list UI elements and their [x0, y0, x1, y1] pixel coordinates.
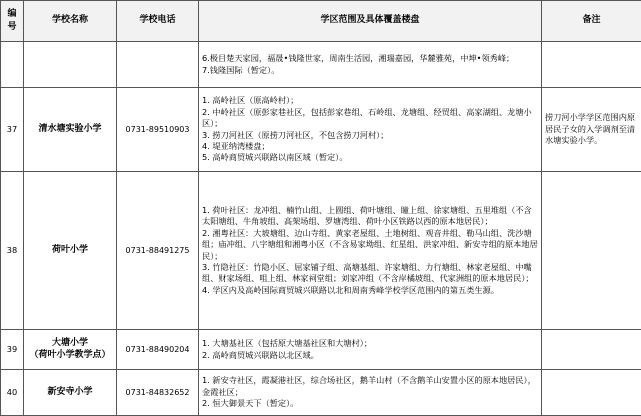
row-note	[542, 42, 641, 88]
row-number	[1, 42, 24, 88]
range-line: 1. 新安寺社区，霞凝港社区，综合场社区，鹅羊山村（不含鹅羊山安置小区的原本地居民），金霞社区；	[202, 375, 538, 398]
row-note	[542, 330, 641, 370]
row-number: 38	[1, 172, 24, 330]
row-school-name	[24, 42, 117, 88]
row-school-phone: 0731-88491275	[117, 172, 199, 330]
table-row	[1, 88, 641, 172]
table-row	[1, 330, 641, 370]
row-district-range	[199, 172, 542, 330]
range-line: 4. 学区内及高岭国际商贸城兴联路以北和周南秀峰学校学区范围内的第五类生源。	[202, 285, 538, 296]
row-note: 捞刀河小学学区范围内原居民子女的入学调剂至清水塘实验小学。	[542, 88, 641, 172]
row-district-range	[199, 330, 542, 370]
row-number: 37	[1, 88, 24, 172]
row-school-phone: 0731-89510903	[117, 88, 199, 172]
row-district-range	[199, 370, 542, 416]
header-district-range: 学区范围及具体覆盖楼盘	[199, 1, 542, 42]
range-line: 4. 堤亚纳湾楼盘；	[202, 141, 538, 152]
row-district-range	[199, 42, 542, 88]
row-number: 40	[1, 370, 24, 416]
row-school-name: 清水塘实验小学	[24, 88, 117, 172]
row-school-phone: 0731-84832652	[117, 370, 199, 416]
row-school-name: 新安寺小学	[24, 370, 117, 416]
range-line: 5. 高岭商贸城兴联路以南区域（暂定）。	[202, 152, 538, 163]
range-line: 3. 捞刀河社区（原捞刀河社区，不包含捞刀河村）；	[202, 130, 538, 141]
range-line: 2. 高岭商贸城兴联路以北区域。	[202, 350, 538, 361]
table-row	[1, 370, 641, 416]
row-note	[542, 370, 641, 416]
table-row	[1, 42, 641, 88]
range-line: 1. 大塘基社区（包括原大塘基社区和大塘村）；	[202, 338, 538, 349]
row-school-phone	[117, 42, 199, 88]
range-line: 2. 湘粤社区：大坡塘组、边山寺组、黄家老屋组、土地树组、观音井组、勒马山组、洗沙塘组；庙冲组、八字塘组和湘粤小区（不含易家坳组、红星组、洪家冲组、新安寺组的原本地居民）；	[202, 228, 538, 262]
range-line: 1. 荷叶社区：龙冲组、楠竹山组、上圆组、荷叶塘组、瞳上组、徐家塘组、五里堆组（不含太阳塘组、牛角坡组、高架场组、罗塘湾组、荷叶小区铁路以西的原本地居民）；	[202, 205, 538, 228]
header-number: 编 号	[1, 1, 24, 42]
range-line: 6.极目楚天家园，福晟•钱隆世家，周南生活园，湘瑞嘉园，华麓雅苑，中坤•领秀峰；	[202, 53, 538, 64]
header-school-name: 学校名称	[24, 1, 117, 42]
table-row	[1, 172, 641, 330]
row-school-phone: 0731-88490204	[117, 330, 199, 370]
header-note: 备注	[542, 1, 641, 42]
row-school-name: 荷叶小学	[24, 172, 117, 330]
range-line: 2. 恒大御景天下（暂定）。	[202, 398, 538, 409]
header-row	[1, 1, 641, 42]
row-school-name	[24, 330, 117, 370]
range-line: 1. 高岭社区（原高岭村）；	[202, 95, 538, 106]
range-line: 3. 竹隐社区：竹隐小区、屈家铺子组、高塘基组、许家塘组、力行塘组、林家老屋组、中嘴组、财家场组、咀上组、林家祠堂组；刘家冲组（不含岸橘坡组、代家洲组的原本地居民）；	[202, 262, 538, 285]
school-name-text: 大塘小学 （荷叶小学教学点）	[29, 338, 110, 359]
header-school-phone: 学校电话	[117, 1, 199, 42]
row-number: 39	[1, 330, 24, 370]
range-line: 2. 中岭社区（原彭家巷社区，包括彭家巷组、石岭组、龙塘组、经贸组、高家湖组、龙塘小区）；	[202, 107, 538, 130]
range-line: 7.钱隆国际（暂定）。	[202, 65, 538, 76]
row-note	[542, 172, 641, 330]
row-district-range	[199, 88, 542, 172]
